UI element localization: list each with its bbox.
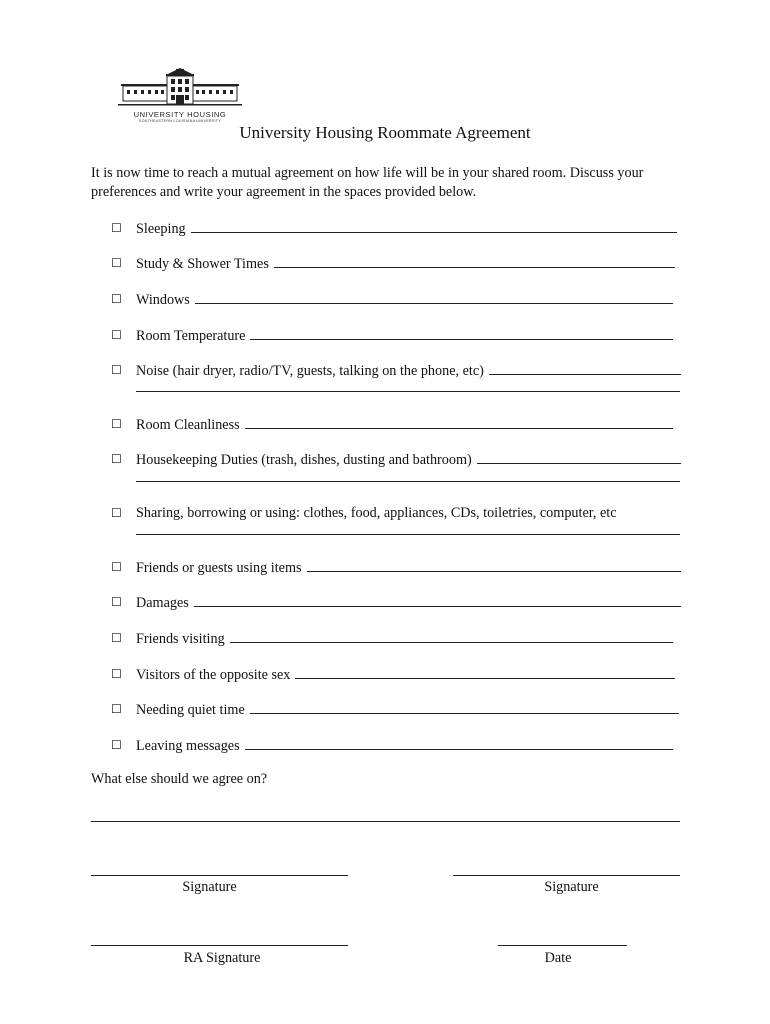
checkbox-icon[interactable]: ☐ xyxy=(111,702,122,716)
item-study-shower-times xyxy=(111,253,681,273)
answer-line[interactable] xyxy=(274,253,675,268)
document-title: University Housing Roommate Agreement xyxy=(239,123,531,142)
answer-line[interactable] xyxy=(191,218,677,233)
signature-line-2[interactable] xyxy=(453,875,680,876)
other-agreements-line[interactable] xyxy=(91,821,680,822)
checkbox-icon[interactable]: ☐ xyxy=(111,667,122,681)
item-room-cleanliness xyxy=(111,414,681,434)
answer-line[interactable] xyxy=(307,557,681,572)
item-needing-quiet-time xyxy=(111,699,681,719)
answer-line[interactable] xyxy=(245,735,673,750)
answer-line-continued[interactable] xyxy=(136,481,680,482)
answer-line[interactable] xyxy=(194,592,681,607)
item-leaving-messages xyxy=(111,735,681,755)
logo-wordmark: UNIVERSITY HOUSING xyxy=(133,110,227,119)
item-label: Noise (hair dryer, radio/TV, guests, talking on the phone, etc) xyxy=(136,363,484,379)
answer-line[interactable] xyxy=(295,664,675,679)
checkbox-icon[interactable]: ☐ xyxy=(111,560,122,574)
item-label: Windows xyxy=(136,292,190,308)
item-friends-visiting xyxy=(111,628,681,648)
item-visitors-opposite-sex xyxy=(111,664,681,684)
item-label: Housekeeping Duties (trash, dishes, dusting and bathroom) xyxy=(136,452,472,468)
item-label: Study & Shower Times xyxy=(136,256,269,272)
item-housekeeping-duties xyxy=(111,449,681,469)
university-housing-logo xyxy=(118,66,242,130)
date-line[interactable] xyxy=(498,945,627,946)
item-label: Damages xyxy=(136,595,189,611)
signature-line-1[interactable] xyxy=(91,875,348,876)
item-friends-guests-using-items xyxy=(111,557,681,577)
item-sleeping xyxy=(111,218,681,238)
checkbox-icon[interactable]: ☐ xyxy=(111,363,122,377)
ra-signature-line[interactable] xyxy=(91,945,348,946)
answer-line[interactable] xyxy=(195,289,673,304)
item-label: Room Temperature xyxy=(136,328,246,344)
item-noise xyxy=(111,360,681,380)
intro-paragraph: It is now time to reach a mutual agreement on how life will be in your shared room. Discuss your preferences and write your agreement in the spaces provided below. xyxy=(91,165,644,200)
checkbox-icon[interactable]: ☐ xyxy=(111,328,122,342)
item-sharing-borrowing xyxy=(111,503,681,523)
checkbox-icon[interactable]: ☐ xyxy=(111,417,122,431)
item-label: Friends visiting xyxy=(136,631,225,647)
checkbox-icon[interactable]: ☐ xyxy=(111,221,122,235)
item-label: Leaving messages xyxy=(136,738,240,754)
answer-line[interactable] xyxy=(250,325,673,340)
checkbox-icon[interactable]: ☐ xyxy=(111,452,122,466)
item-room-temperature xyxy=(111,325,681,345)
item-windows xyxy=(111,289,681,309)
other-agreements-question: What else should we agree on? xyxy=(91,771,268,787)
answer-line[interactable] xyxy=(489,360,681,375)
item-label: Needing quiet time xyxy=(136,702,245,718)
answer-line[interactable] xyxy=(250,699,679,714)
item-label: Friends or guests using items xyxy=(136,560,302,576)
signature-label-1: Signature xyxy=(182,879,237,895)
answer-line[interactable] xyxy=(230,628,673,643)
item-label: Room Cleanliness xyxy=(136,417,240,433)
answer-line-continued[interactable] xyxy=(136,391,680,392)
signature-label-2: Signature xyxy=(544,879,599,895)
checkbox-icon[interactable]: ☐ xyxy=(111,506,122,520)
checkbox-icon[interactable]: ☐ xyxy=(111,595,122,609)
checkbox-icon[interactable]: ☐ xyxy=(111,256,122,270)
building-icon xyxy=(118,66,242,110)
answer-line-continued[interactable] xyxy=(136,534,680,535)
item-label: Sharing, borrowing or using: clothes, food, appliances, CDs, toiletries, computer, etc xyxy=(136,505,617,521)
item-label: Visitors of the opposite sex xyxy=(136,667,291,683)
date-label: Date xyxy=(544,950,572,966)
item-label: Sleeping xyxy=(136,221,186,237)
checkbox-icon[interactable]: ☐ xyxy=(111,631,122,645)
ra-signature-label: RA Signature xyxy=(183,950,261,966)
logo-subtitle: SOUTHEASTERN LOUISIANA UNIVERSITY xyxy=(139,119,221,123)
answer-line[interactable] xyxy=(245,414,673,429)
checkbox-icon[interactable]: ☐ xyxy=(111,292,122,306)
checkbox-icon[interactable]: ☐ xyxy=(111,738,122,752)
answer-line[interactable] xyxy=(477,449,681,464)
item-damages xyxy=(111,592,681,612)
